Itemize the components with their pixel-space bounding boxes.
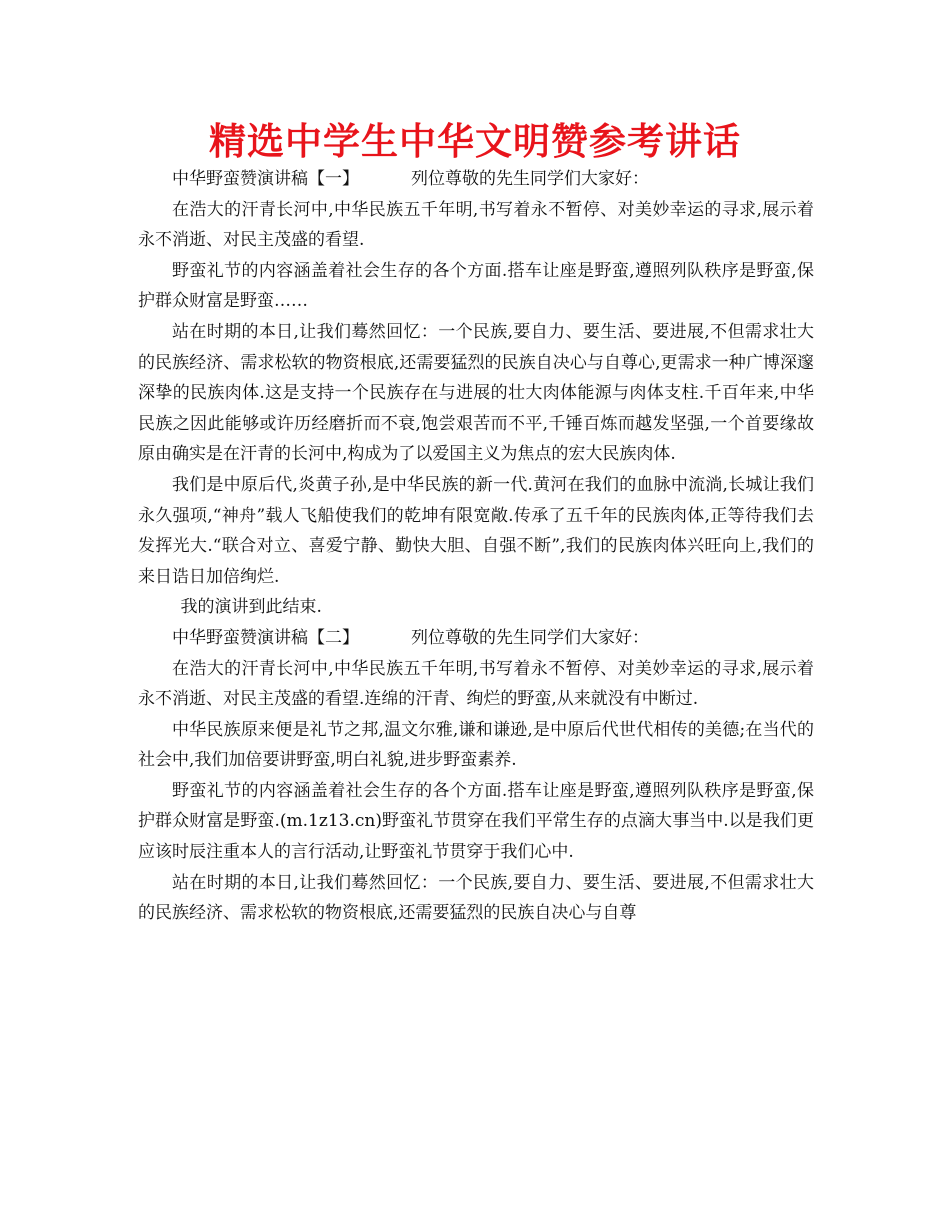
closing-paragraph: 我的演讲到此结束. [180,597,322,618]
document-title: 精选中学生中华文明赞参考讲话 [209,120,741,163]
greeting: 列位尊敬的先生同学们大家好： [411,627,649,648]
section-heading-line [138,164,814,195]
paragraph: 野蛮礼节的内容涵盖着社会生存的各个方面.搭车让座是野蛮,遵照列队秩序是野蛮,保护群众财富是野蛮…… [138,260,814,312]
paragraph: 野蛮礼节的内容涵盖着社会生存的各个方面.搭车让座是野蛮,遵照列队秩序是野蛮,保护群众财富是野蛮.(m.1z13.cn)野蛮礼节贯穿在我们平常生存的点滴大事当中.以是我们更应该时辰注重本人的言行活动,让野蛮礼节贯穿于我们心中. [138,780,814,863]
section-heading: 中华野蛮赞演讲稿【一】 [172,169,359,189]
section-heading: 中华野蛮赞演讲稿【二】 [172,627,359,648]
section-heading-line [138,623,814,654]
paragraph: 站在时期的本日,让我们蓦然回忆：一个民族,要自力、要生活、要进展,不但需求壮大的民族经济、需求松软的物资根底,还需要猛烈的民族自决心与自尊心,更需求一种广博深邃深挚的民族肉体.这是支持一个民族存在与进展的壮大肉体能源与肉体支柱.千百年来,中华民族之因此能够或许历经磨折而不衰,饱尝艰苦而不平,千锤百炼而越发坚强,一个首要缘故原由确实是在汗青的长河中,构成为了以爱国主义为焦点的宏大民族肉体. [138,321,814,465]
paragraph: 在浩大的汗青长河中,中华民族五千年明,书写着永不暂停、对美妙幸运的寻求,展示着永不消逝、对民主茂盛的看望.连绵的汗青、绚烂的野蛮,从来就没有中断过. [138,658,814,710]
paragraph: 在浩大的汗青长河中,中华民族五千年明,书写着永不暂停、对美妙幸运的寻求,展示着永不消逝、对民主茂盛的看望. [138,199,814,251]
paragraph: 我们是中原后代,炎黄子孙,是中华民族的新一代.黄河在我们的血脉中流淌,长城让我们永久强项,“神舟”载人飞船使我们的乾坤有限宽敞.传承了五千年的民族肉体,正等待我们去发挥光大.“联合对立、喜爱宁静、勤快大胆、自强不断”,我们的民族肉体兴旺向上,我们的来日诰日加倍绚烂. [138,474,814,587]
document-body [138,164,814,929]
paragraph: 站在时期的本日,让我们蓦然回忆：一个民族,要自力、要生活、要进展,不但需求壮大的民族经济、需求松软的物资根底,还需要猛烈的民族自决心与自尊 [138,872,814,924]
paragraph: 中华民族原来便是礼节之邦,温文尔雅,谦和谦逊,是中原后代世代相传的美德;在当代的社会中,我们加倍要讲野蛮,明白礼貌,进步野蛮素养. [138,719,814,771]
greeting: 列位尊敬的先生同学们大家好： [411,169,649,189]
